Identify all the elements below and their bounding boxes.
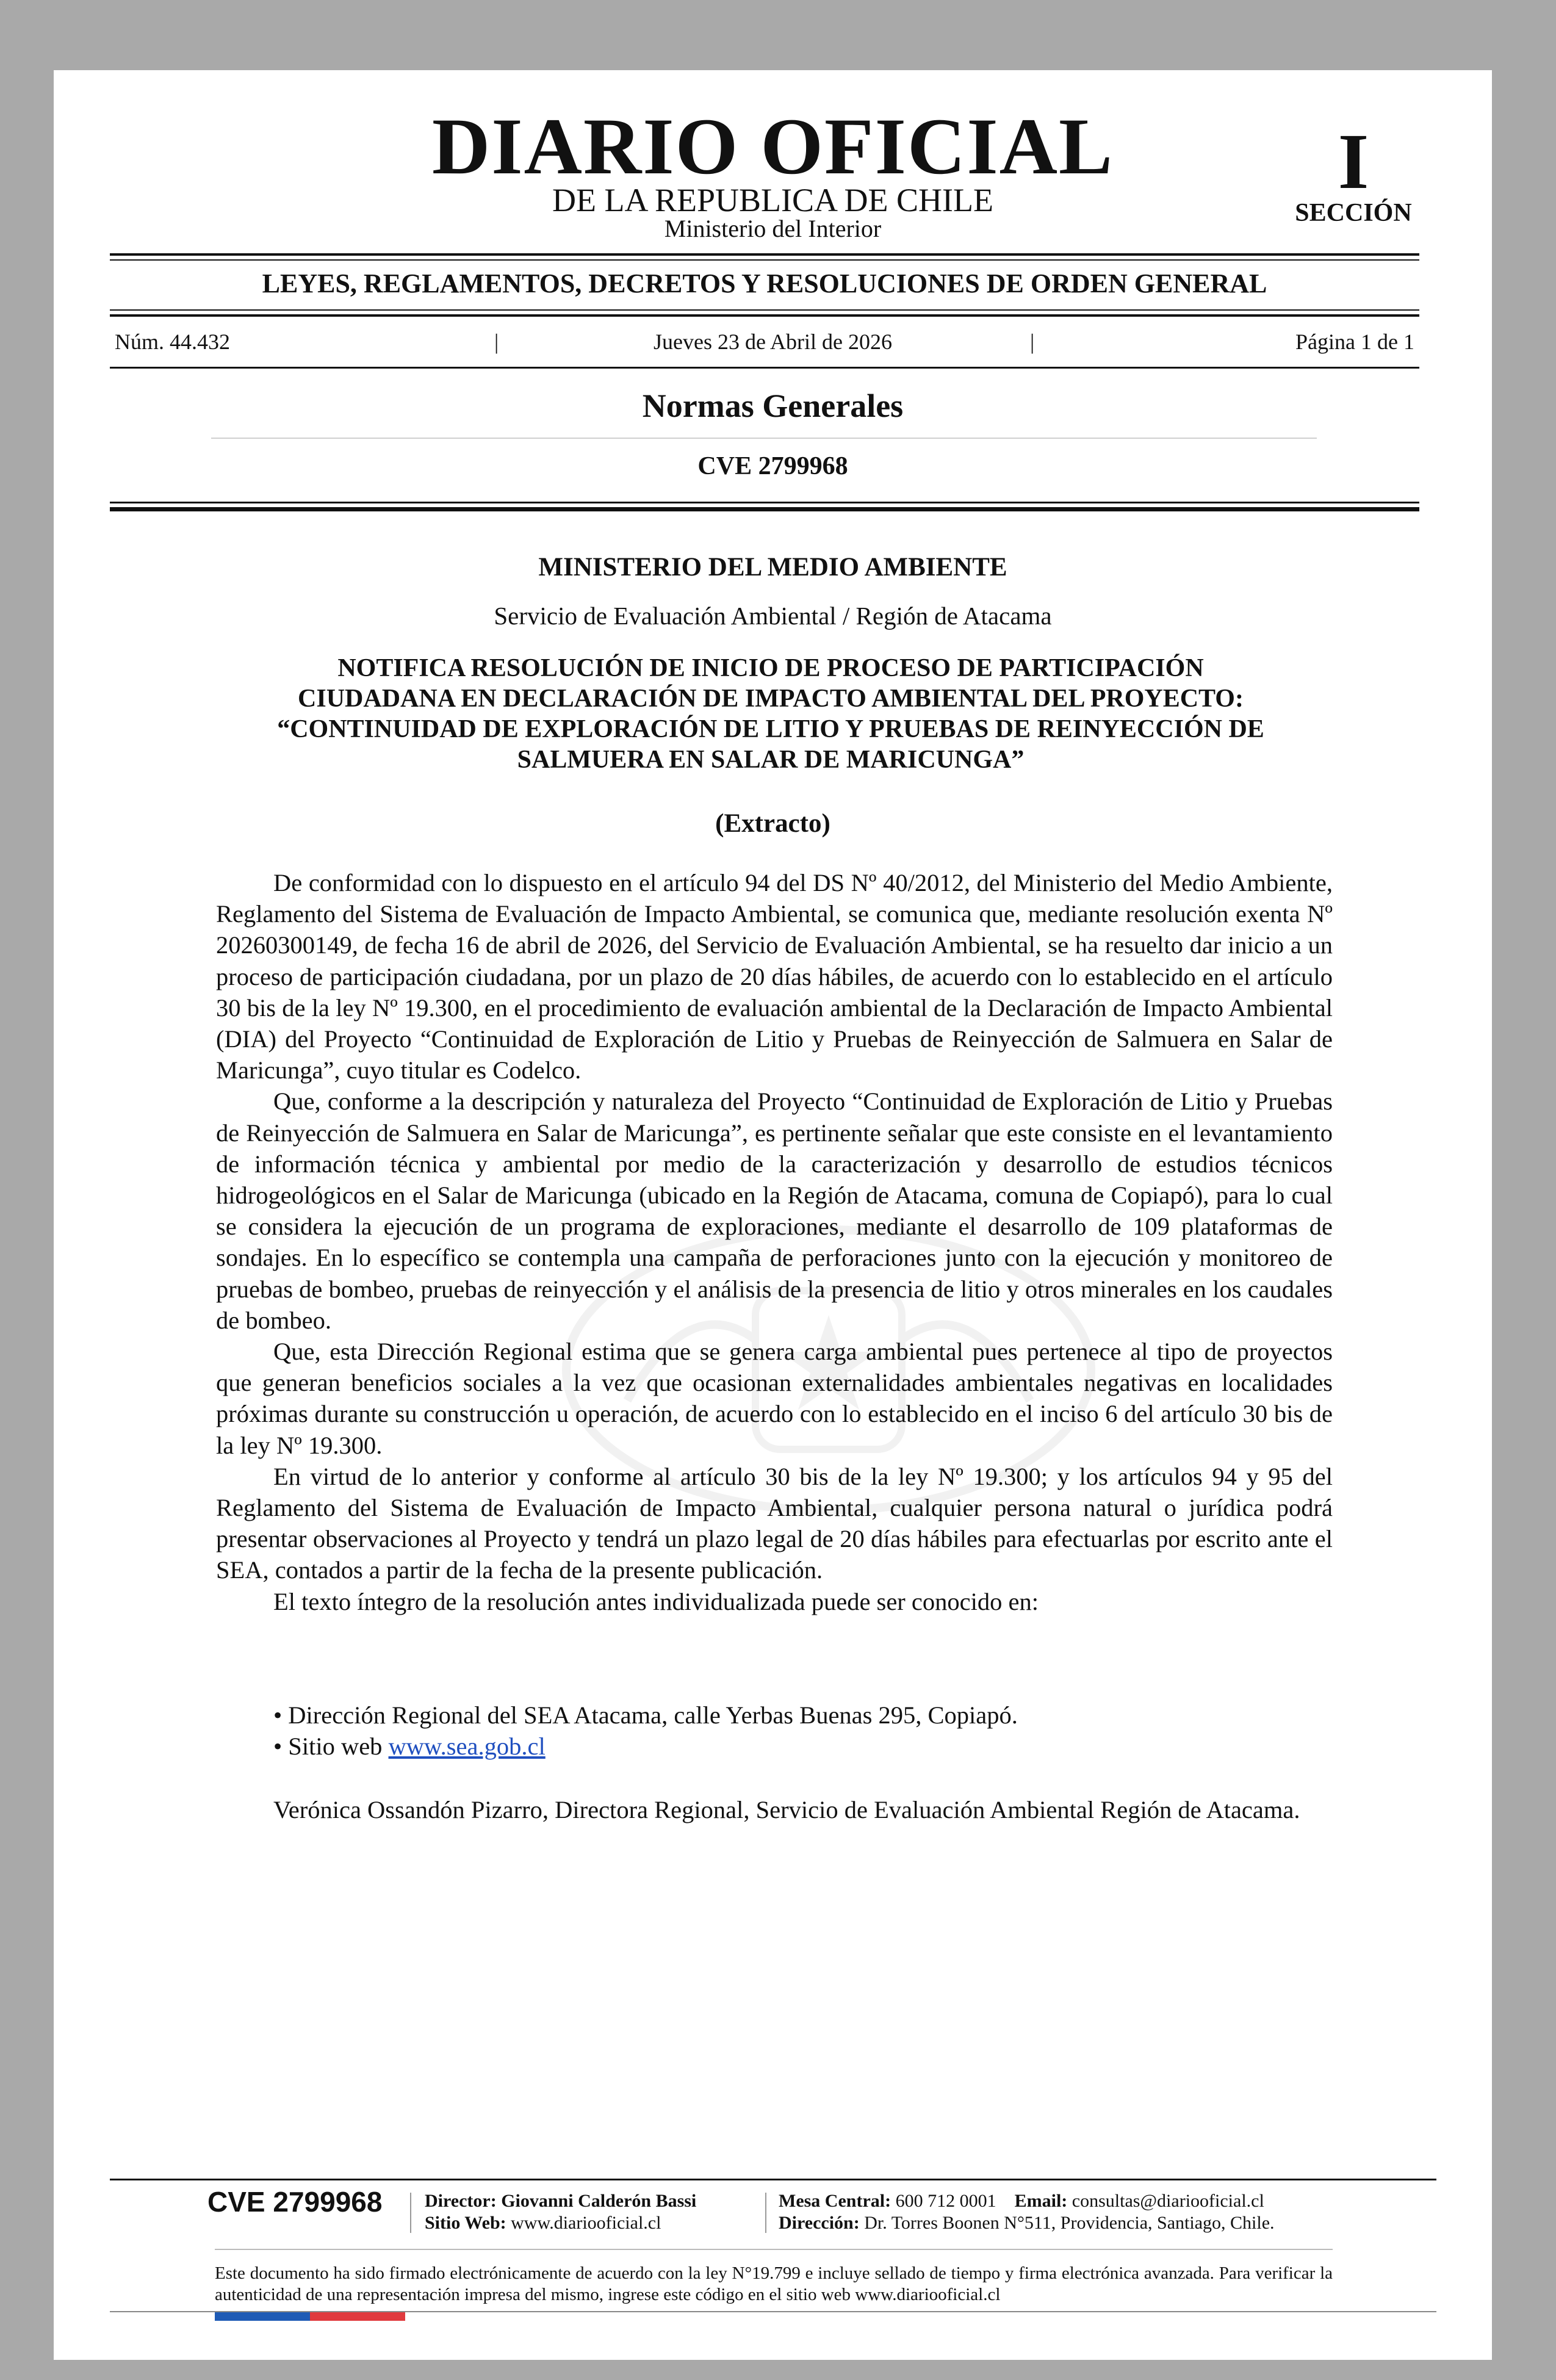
body-paragraph: En virtud de lo anterior y conforme al artículo 30 bis de la ley Nº 19.300; y los artículos 94 y 95 del Reglamento del Sistema de Evaluación de Impacto Ambiental, cualquier persona natural o jurídica podrá presentar observaciones al Proyecto y tendrá un plazo legal de 20 días hábiles para efectuarlas por escrito ante el SEA, contados a partir de la fecha de la presente publicación. [216, 1462, 1333, 1584]
body-paragraph: El texto íntegro de la resolución antes individualizada puede ser conocido en: [273, 1587, 1039, 1615]
footer-separator-2 [765, 2193, 766, 2233]
flag-stripe-red [310, 2312, 405, 2321]
section-number: I [1338, 118, 1369, 206]
document-page [54, 70, 1492, 2360]
rule-band-2 [110, 314, 1419, 317]
issuing-service: Servicio de Evaluación Ambiental / Región de Atacama [494, 602, 1052, 630]
rule-cve-1 [110, 502, 1419, 503]
extract-label: (Extracto) [715, 809, 830, 838]
email-label: Email: [1014, 2191, 1068, 2211]
section-label: SECCIÓN [1295, 199, 1412, 227]
footer-rule-top [110, 2179, 1436, 2180]
footer-contact-block [779, 2190, 1275, 2234]
footer-director-block [425, 2190, 696, 2234]
rule-info [110, 367, 1419, 369]
issuing-ministry: MINISTERIO DEL MEDIO AMBIENTE [538, 553, 1007, 582]
web-label: Sitio Web: [425, 2213, 506, 2233]
footer-website: www.diariooficial.cl [511, 2213, 661, 2233]
footer-cve-code: CVE 2799968 [207, 2186, 383, 2218]
footer-separator-1 [410, 2193, 411, 2233]
resolution-title-line: CIUDADANA EN DECLARACIÓN DE IMPACTO AMBIENTAL DEL PROYECTO: [298, 685, 1244, 713]
issue-number: Núm. 44.432 [115, 330, 230, 354]
category-divider [211, 438, 1317, 439]
masthead-subtitle: DE LA REPUBLICA DE CHILE [552, 182, 993, 218]
director-label: Director: [425, 2191, 497, 2211]
rule-band-1 [110, 309, 1419, 311]
director-name: Giovanni Calderón Bassi [501, 2191, 697, 2211]
mesa-label: Mesa Central: [779, 2191, 891, 2211]
issue-date: Jueves 23 de Abril de 2026 [654, 330, 892, 354]
address-label: Dirección: [779, 2213, 860, 2233]
resolution-title [206, 653, 1335, 775]
resolution-title-line: NOTIFICA RESOLUCIÓN DE INICIO DE PROCESO DE PARTICIPACIÓN [337, 654, 1204, 682]
footer-email: consultas@diariooficial.cl [1072, 2191, 1264, 2211]
body-paragraph: Que, conforme a la descripción y naturaleza del Proyecto “Continuidad de Exploración de Litio y Pruebas de Reinyección de Salmuera en Salar de Maricunga”, es pertinente señalar que este consiste en el levantamiento de información técnica y ambiental por medio de la caracterización y desarrollo de estudios técnicos hidrogeológicos en el Salar de Maricunga (ubicado en la Región de Atacama, comuna de Copiapó), para lo cual se considera la ejecución de un programa de exploraciones, mediante el desarrollo de 109 plataformas de sondajes. En lo específico se contempla una campaña de perforaciones junto con la ejecución y monitoreo de pruebas de bombeo, pruebas de reinyección y el análisis de la presencia de litio y otros minerales en los caudales de bombeo. [216, 1087, 1333, 1334]
flag-stripe-blue [215, 2312, 310, 2321]
body-paragraph: Que, esta Dirección Regional estima que se genera carga ambiental pues pertenece al tipo de proyectos que generan beneficios sociales a la vez que ocasionan externalidades ambientales negativas en localidades próximas durante su construcción u operación, de acuerdo con lo establecido en el inciso 6 del artículo 30 bis de la ley Nº 19.300. [216, 1338, 1333, 1459]
mesa-phone: 600 712 0001 [895, 2191, 996, 2211]
sea-website-link[interactable]: www.sea.gob.cl [388, 1733, 546, 1761]
info-separator-1: | [494, 330, 499, 354]
body-paragraph: De conformidad con lo dispuesto en el artículo 94 del DS Nº 40/2012, del Ministerio del Medio Ambiente, Reglamento del Sistema de Evaluación de Impacto Ambiental, se comunica que, mediante resolución exenta Nº 20260300149, de fecha 16 de abril de 2026, del Servicio de Evaluación Ambiental, se ha resuelto dar inicio a un proceso de participación ciudadana, por un plazo de 20 días hábiles, de acuerdo con lo establecido en el artículo 30 bis de la ley Nº 19.300, en el procedimiento de evaluación ambiental de la Declaración de Impacto Ambiental (DIA) del Proyecto “Continuidad de Exploración de Litio y Pruebas de Reinyección de Salmuera en Salar de Maricunga”, cuyo titular es Codelco. [216, 869, 1333, 1084]
masthead-title: DIARIO OFICIAL [431, 101, 1114, 191]
footer-address: Dr. Torres Boonen N°511, Providencia, Santiago, Chile. [864, 2213, 1275, 2233]
resolution-title-line: “CONTINUIDAD DE EXPLORACIÓN DE LITIO Y PRUEBAS DE REINYECCIÓN DE [277, 715, 1264, 743]
band-title: LEYES, REGLAMENTOS, DECRETOS Y RESOLUCIONES DE ORDEN GENERAL [262, 269, 1267, 298]
cve-code: CVE 2799968 [697, 452, 848, 480]
footer-divider [215, 2249, 1333, 2250]
rule-cve-2 [110, 507, 1419, 511]
list-item [273, 1731, 1311, 1762]
signature-notice: Este documento ha sido firmado electrónicamente de acuerdo con la ley N°19.799 e incluye sellado de tiempo y firma electrónica avanzada. Para verificar la autenticidad de una representación impresa del mismo, ingrese este código en el sitio web www.diariooficial.cl [215, 2263, 1333, 2304]
page-count: Página 1 de 1 [1295, 330, 1414, 354]
rule-top-2 [110, 259, 1419, 261]
body-text [216, 867, 1333, 1617]
list-item-prefix: • Sitio web [273, 1733, 389, 1761]
list-item: • Dirección Regional del SEA Atacama, calle Yerbas Buenas 295, Copiapó. [273, 1701, 1018, 1729]
signature-line: Verónica Ossandón Pizarro, Directora Regional, Servicio de Evaluación Ambiental Región de Atacama. [273, 1796, 1300, 1823]
masthead-ministry: Ministerio del Interior [664, 215, 882, 242]
category-title: Normas Generales [642, 388, 904, 424]
info-separator-2: | [1030, 330, 1035, 354]
resolution-title-line: SALMUERA EN SALAR DE MARICUNGA” [517, 746, 1025, 774]
location-list [273, 1700, 1311, 1762]
rule-top-1 [110, 253, 1419, 256]
